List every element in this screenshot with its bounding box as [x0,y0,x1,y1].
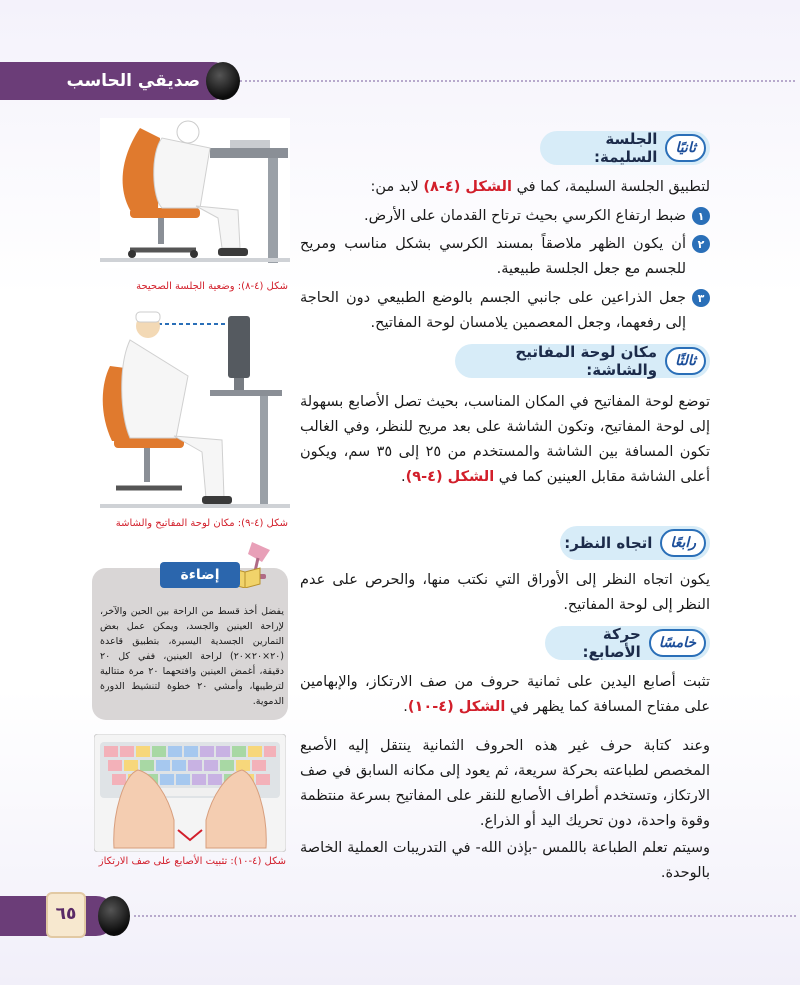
chair-seat [130,208,200,218]
header-divider [240,80,795,82]
desk-leg [260,396,268,504]
monitor [228,316,250,378]
item-text: أن يكون الظهر ملاصقاً بمسند الكرسي بشكل مناسب ومريح للجسم مع جعل الجلسة طبيعية. [300,236,686,277]
fingers-paragraph-2: وعند كتابة حرف غير هذه الحروف الثمانية ينتقل إليه الأصبع المخصص لطباعته بحركة سريعة، ثم يعود إلى مكانه السابق في صف الارتكاز، وتستخدم أطراف الأصابع للنقر على المفاتيح بسرعة منتظمة وقوة واحدة، دون تحريك اليد أو الذراع. [300,738,710,829]
figure-reference: الشكل (٤-١٠) [407,699,506,715]
header-knob [206,62,240,100]
screen-paragraph [300,390,710,490]
number-badge: ١ [692,207,710,225]
section-title: الجلسة السليمة: [594,130,658,166]
section-title: اتجاه النظر: [564,534,653,552]
keyboard-hands-illustration [94,734,286,852]
section-posture-heading [540,131,710,165]
section-badge: خامسًا [649,629,706,657]
figure-reference: الشكل (٤-٩) [405,469,495,485]
tip-title: إضاءة [160,562,240,588]
gaze-paragraph: يكون اتجاه النظر إلى الأوراق التي نكتب منها، والحرص على عدم النظر إلى لوحة المفاتيح. [300,572,710,613]
section-badge: رابعًا [660,529,706,557]
desk-leg [268,158,278,263]
desk-top [210,390,282,396]
chair-post [158,218,164,244]
keyboard [230,140,270,148]
paragraph-tail: . [400,469,406,485]
person-body [154,138,210,208]
page-number: ٦٥ [55,904,77,924]
person-head [177,121,199,143]
screen-keyboard-illustration [100,306,290,512]
figure-caption-posture: شكل (٤-٨): وضعية الجلسة الصحيحة [136,281,288,292]
number-badge: ٣ [692,289,710,307]
section-gaze-heading [560,526,710,560]
paragraph-text: توضع لوحة المفاتيح في المكان المناسب، بحيث تصل الأصابع بسهولة إلى لوحة المفاتيح، وتكون الشاشة على بعد مريح للنظر، وفي الغالب تكون المسافة بين الشاشة والمستخدم من ٢٥ إلى ٣٥ سم، ويكون أعلى الشاشة مقابل العينين كما في [300,394,710,485]
number-badge: ٢ [692,235,710,253]
figure-reference: الشكل (٤-٨) [423,179,512,195]
section-fingers-heading [545,626,710,660]
page-header-title: صديقي الحاسب [66,71,200,91]
section-badge: ثالثًا [665,347,706,375]
chair-seat [114,438,184,448]
paragraph-tail: . [403,699,408,715]
desk-top [210,148,288,158]
tip-text: يفضل أخذ قسط من الراحة بين الحين والآخر، لإراحة العينين والجسد، ويمكن عمل بعض التمارين الجسدية اليسيرة، بتطبيق قاعدة (٢٠×٢٠×٢٠) لراحة العينين، ففي كل ٢٠ دقيقة، أغمض العينين وافتحهما ٢٠ مرة متتالية لترطيبها، وأمشي ٢٠ خطوة لتنشيط الدورة الدموية. [100,606,285,707]
section-badge: ثانيًا [665,134,706,162]
fingers-paragraph-1 [300,670,710,720]
section-title: مكان لوحة المفاتيح والشاشة: [515,343,658,379]
section-title: حركة الأصابع: [582,625,641,661]
intro-text: لتطبيق الجلسة السليمة، كما في [511,179,710,195]
paragraph-text: تثبت أصابع اليدين على ثمانية حروف من صف الارتكاز، والإبهامين على مفتاح المسافة كما يظهر في [300,674,710,715]
figure-caption-keyboard: شكل (٤-١٠): تثبيت الأصابع على صف الارتكاز [98,856,286,867]
posture-intro [300,175,710,200]
person-feet [218,248,248,256]
figure-caption-screen: شكل (٤-٩): مكان لوحة المفاتيح والشاشة [115,518,288,529]
item-text: ضبط ارتفاع الكرسي بحيث ترتاح القدمان على الأرض. [364,208,686,224]
posture-illustration [100,118,290,268]
posture-item-2 [300,232,710,282]
posture-item-3 [300,286,710,336]
intro-tail: لابد من: [370,179,424,195]
footer-divider [134,915,796,917]
footer-knob [98,896,130,936]
item-text: جعل الذراعين على جانبي الجسم بالوضع الطبيعي دون الحاجة إلى رفعهما، وجعل المعصمين يلامسان لوحة المفاتيح. [300,290,686,331]
posture-item-1 [300,204,710,229]
fingers-paragraph-3: وسيتم تعلم الطباعة باللمس -بإذن الله- في التدريبات العملية الخاصة بالوحدة. [300,840,710,881]
section-screen-heading [455,344,710,378]
